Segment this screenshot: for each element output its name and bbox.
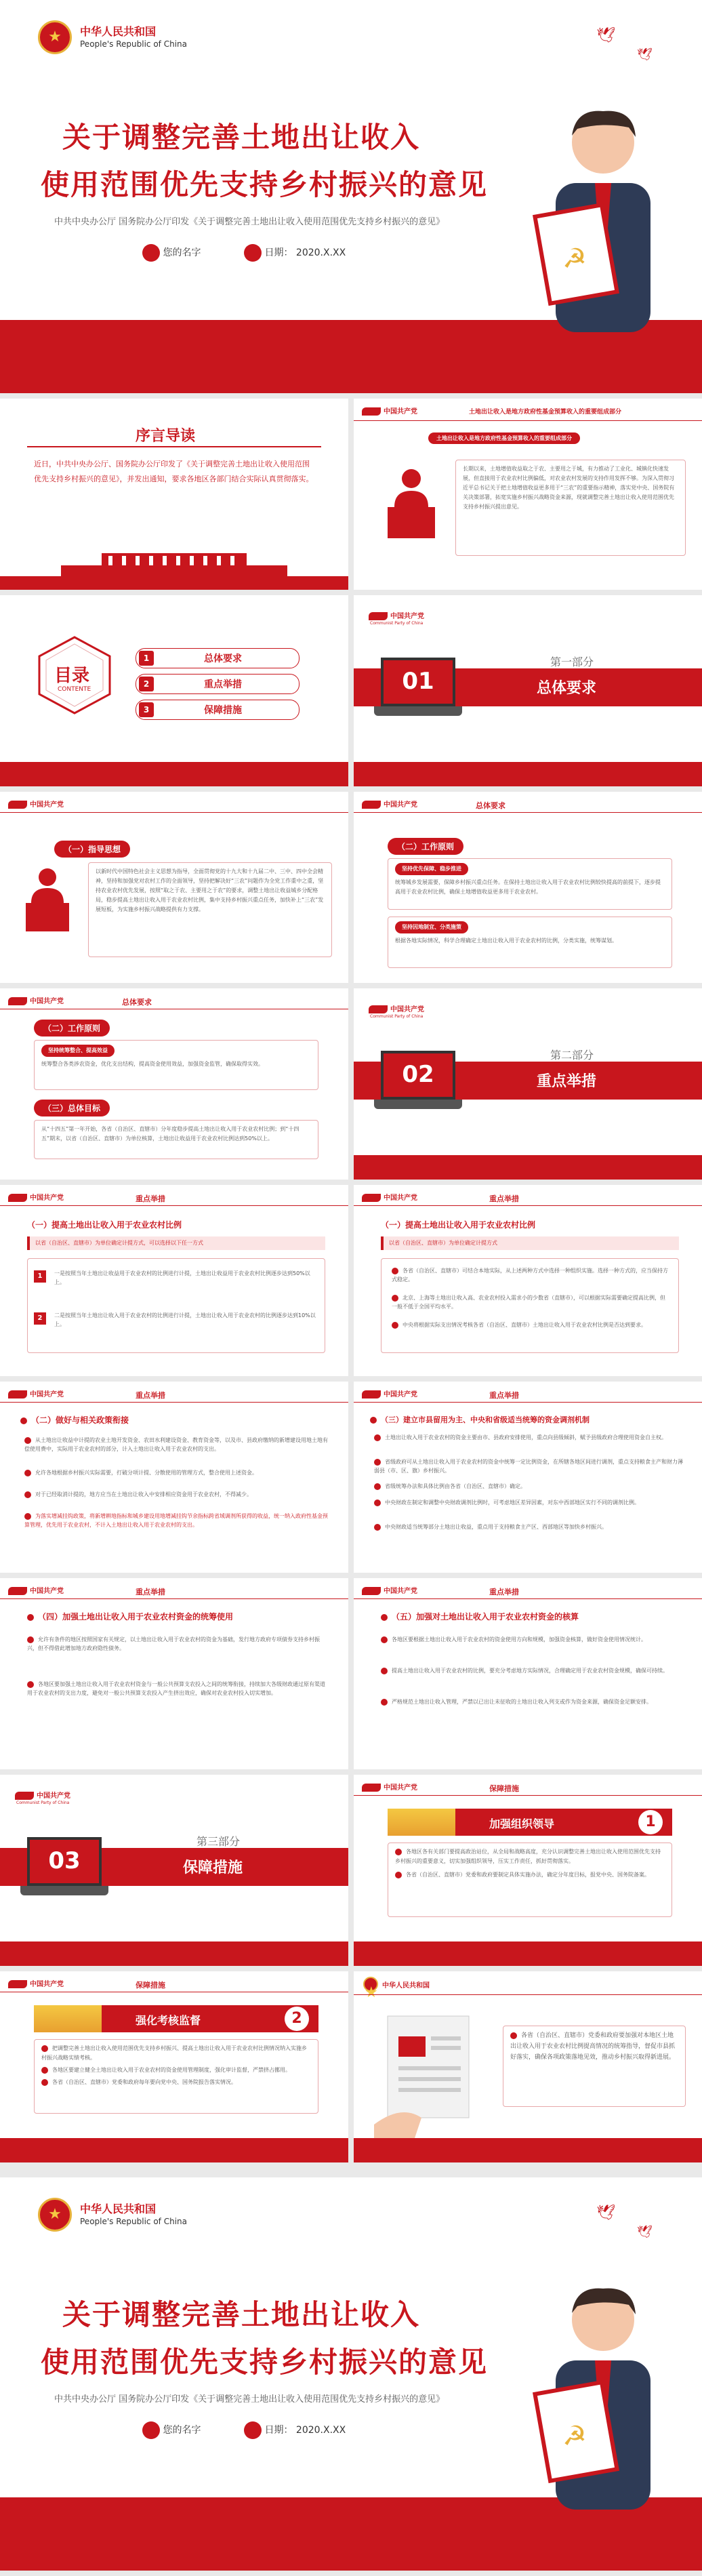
part-small: 第一部分 <box>550 656 594 668</box>
s2c-item: 允许各地根据乡村振兴实际需要，打破分项计提、分散使用的管理方式，整合使用上述资金。 <box>24 1468 329 1477</box>
party-logo-en: Communist Party of China <box>370 1014 424 1019</box>
calendar-icon <box>244 244 262 262</box>
name-tag <box>142 244 201 262</box>
bullet-icon <box>374 1524 381 1531</box>
preface-text: 近日，中共中央办公厅、国务院办公厅印发了《关于调整完善土地出让收入使用范围优先支持乡村振兴的意见》，并发出通知，要求各地区各部门结合实际认真贯彻落实。 <box>34 460 314 483</box>
s1a-slide <box>0 792 348 983</box>
s1b-text2: 根据各地实际情况，科学合理确定土地出让收入用于农业农村的比例，分类实施，统筹谋划。 <box>395 938 617 944</box>
toc-item-2[interactable]: 2 重点举措 <box>136 674 300 694</box>
s2c-item: 从土地出让收益中计提的农业土地开发资金、农田水利建设资金、教育资金等，以及市、县政府缴纳的新增建设用地土地有偿使用费中，实际用于农业农村的部分，计入土地出让收入用于农业农村的支出。 <box>24 1437 328 1452</box>
divider <box>354 1795 702 1796</box>
footer-band <box>354 2138 702 2162</box>
party-logo: 中国共产党 <box>362 405 417 416</box>
party-emblem-icon <box>27 1614 34 1621</box>
speaker-podium-icon <box>381 466 442 541</box>
s3a-item: 各省（自治区、直辖市）党委和政府要制定具体实施办法，确定分年度目标，报党中央、国务院备案。 <box>395 1870 665 1880</box>
s2d-item: 中央财政适当统筹部分土地出让收益，重点用于支持粮食主产区、西部地区等加快乡村振兴。 <box>374 1523 683 1531</box>
party-logo: 中国共产党 <box>369 610 424 620</box>
party-logo-en: Communist Party of China <box>16 1800 70 1805</box>
s1b-sub2: 坚持因地制宜、分类施策 <box>395 921 468 933</box>
bullet-icon <box>24 1513 31 1520</box>
s2a-item2: 二是按照当年土地出让收入用于农业农村的比例进行计提，土地出让收入用于农业农村的比例逐步达到10%以上。 <box>54 1312 316 1327</box>
s1b-box-2 <box>388 917 672 968</box>
cover-slide <box>0 0 702 393</box>
s3b-item: 各地区要建立健全土地出让收入用于农业农村的资金使用管理制度，强化审计监督，严禁挤占挪用。 <box>41 2066 311 2075</box>
date-label: 日期： <box>264 2425 293 2436</box>
cover-title-line2: 使用范围优先支持乡村振兴的意见 <box>41 168 489 201</box>
document-hand-illustration <box>374 2009 489 2138</box>
date-value: 2020.X.XX <box>295 247 346 258</box>
slide-header: 重点举措 <box>136 1194 165 1203</box>
footer-band <box>0 1941 348 1966</box>
party-logo: 中国共产党 <box>362 799 417 809</box>
bullet-icon <box>510 2032 517 2039</box>
part-title: 重点举措 <box>537 1073 597 1090</box>
slide-header: 重点举措 <box>136 1391 165 1400</box>
s2c-item: 为落实增减挂钩政策，将新增耕地指标和城乡建设用地增减挂钩节余指标跨省域调剂所获得的收益，统一纳入政府性基金预算管理，优先用于农业农村，不计入土地出让收入用于农业农村的支出。 <box>24 1513 328 1528</box>
org-en: People's Republic of China <box>80 39 187 49</box>
s2f-item: 各地区要根据土地出让收入用于农业农村的资金使用方向和规模，加强资金核算，做好资金使用情况统计。 <box>381 1635 683 1644</box>
s2b-title: （一）提高土地出让收入用于农业农村比例 <box>381 1220 536 1230</box>
part-small: 第二部分 <box>550 1049 594 1062</box>
footer-band <box>354 1941 702 1966</box>
toc-title: 目录 <box>54 666 90 686</box>
bird-icon: 🕊 <box>637 47 653 62</box>
s2e-slide <box>0 1578 348 1769</box>
slide-header: 重点举措 <box>489 1391 519 1400</box>
part1-slide <box>354 595 702 786</box>
tiananmen-image <box>388 1809 455 1836</box>
s3a-number: 1 <box>638 1810 663 1834</box>
s2d-item: 中央财政在制定和调整中央财政调剂比例时，可考虑地区差异因素，对东中西部地区实行不同的调剂比例。 <box>374 1498 683 1507</box>
calendar-icon <box>244 2421 262 2439</box>
bullet-icon <box>24 1470 31 1476</box>
footer-band <box>354 762 702 786</box>
cover-subtitle: 中共中央办公厅 国务院办公厅印发《关于调整完善土地出让收入使用范围优先支持乡村振兴的意见》 <box>54 217 445 227</box>
speaker-podium-icon <box>20 866 75 934</box>
national-emblem-icon <box>38 2198 72 2232</box>
toc-title-en: CONTENTE <box>58 686 91 693</box>
user-icon <box>142 244 160 262</box>
s1b-sub1: 坚持优先保障、稳步推进 <box>395 863 468 875</box>
bullet-icon <box>374 1434 381 1441</box>
intro-pill: 土地出让收入是地方政府性基金预算收入的重要组成部分 <box>428 432 580 444</box>
s1b-text1: 统筹城乡发展需要，保障乡村振兴重点任务。在保持土地出让收入用于农业农村比例较快提高的前提下，逐步提高用于农业农村比例，确保土地增值收益更多用于农业农村。 <box>395 879 661 895</box>
s2c-item: 对于已经取消计提的，地方应当在土地出让收入中安排相应资金用于农业农村，不得减少。 <box>24 1490 329 1499</box>
divider <box>354 1402 702 1403</box>
toc-item-1[interactable]: 1 总体要求 <box>136 648 300 668</box>
s1a-pill: （一）指导思想 <box>54 841 130 858</box>
preface-title: 序言导读 <box>136 428 196 445</box>
part-title: 总体要求 <box>537 680 597 697</box>
bullet-icon <box>392 1322 398 1329</box>
bullet-icon <box>41 2079 48 2086</box>
bullet-icon <box>392 1268 398 1274</box>
s2a-item1: 一是按照当年土地出让收益用于农业农村的比例进行计提，土地出让收益用于农业农村比例逐步达到50%以上。 <box>54 1270 310 1285</box>
bullet-icon <box>381 1699 388 1706</box>
party-logo: 中国共产党 <box>15 1790 70 1800</box>
user-icon <box>142 2421 160 2439</box>
bullet-icon <box>41 2045 48 2052</box>
intro-text-box: 长期以来，土地增值收益取之于农、主要用之于城，有力推动了工业化、城镇化快速发展，但直接用于农业农村比例偏低，对农业农村发展的支持作用发挥不够。为深入贯彻习近平总书记关于把土地增值收益更多用于“三农”的重要指示精神，落实党中央、国务院有关决策部署，拓宽实施乡村振兴战略资金来源，现就调整完善土地出让收入使用范围优先支持乡村振兴提出意见。 <box>455 460 686 556</box>
svg-text:☭: ☭ <box>562 2421 587 2452</box>
bullet-icon <box>381 1636 388 1643</box>
s1b-slide <box>354 792 702 983</box>
divider <box>354 420 702 421</box>
national-emblem-icon <box>38 20 72 54</box>
toc-slide <box>0 595 348 786</box>
national-emblem-icon <box>363 1977 378 1992</box>
divider <box>0 1205 348 1206</box>
date-value: 2020.X.XX <box>295 2425 346 2436</box>
s2b-slide <box>354 1185 702 1376</box>
bullet-icon <box>395 1872 402 1878</box>
slide-header: 总体要求 <box>476 801 505 810</box>
bird-icon: 🕊 <box>637 2225 653 2239</box>
s3c-text-box: 各省（自治区、直辖市）党委和政府要加强对本地区土地出让收入用于农业农村比例提高情况的统筹指导，督促市县抓好落实，确保各项政策落地见效，推动乡村振兴取得新进展。 <box>503 2026 686 2107</box>
s3b-title: 强化考核监督 <box>136 2014 201 2027</box>
divider <box>0 812 348 813</box>
s2d-item: 土地出让收入用于农业农村的资金主要由市、县政府安排使用，重点向县级倾斜，赋予县级政府合理使用资金自主权。 <box>374 1433 683 1442</box>
s2b-item: 各省（自治区、直辖市）可结合本地实际，从上述两种方式中选择一种组织实施。选择一种方式的，应当保持方式稳定。 <box>392 1268 668 1283</box>
item-number: 1 <box>34 1270 46 1283</box>
s3b-slide <box>0 1971 348 2162</box>
s2e-item: 允许有条件的地区按照国家有关规定，以土地出让收入用于农业农村的资金为基础，发行地方政府专项债券支持乡村振兴，但不得借此增加地方政府隐性债务。 <box>27 1636 320 1651</box>
s2b-item: 北京、上海等土地出让收入高、农业农村投入需求小的少数省（直辖市），可以根据实际需要确定提高比例，但一般不低于全国平均水平。 <box>392 1295 665 1310</box>
footer-band <box>354 1155 702 1180</box>
s2b-pill: 以省（自治区、直辖市）为单位确定计提方式 <box>381 1236 679 1250</box>
s1c-sub1: 坚持统筹整合、提高效益 <box>41 1045 115 1057</box>
bullet-icon <box>374 1483 381 1490</box>
s2e-title: （四）加强土地出让收入用于农业农村资金的统筹使用 <box>27 1611 233 1622</box>
s1c-box-1 <box>34 1040 318 1090</box>
great-hall-illustration <box>61 549 287 576</box>
bullet-icon <box>41 2067 48 2074</box>
s1b-box-1 <box>388 858 672 910</box>
bullet-icon <box>27 1681 34 1688</box>
s1c-text1: 统筹整合各类涉农资金，优化支出结构，提高资金使用效益，加强资金监管，确保取得实效。 <box>41 1061 264 1067</box>
divider <box>354 1205 702 1206</box>
divider <box>354 1994 702 1995</box>
org-en: People's Republic of China <box>80 2217 187 2226</box>
s3b-number: 2 <box>285 2007 309 2031</box>
part3-slide <box>0 1775 348 1966</box>
date-tag <box>244 244 346 262</box>
svg-text:☭: ☭ <box>562 243 587 275</box>
s1b-pill: （二）工作原则 <box>388 838 463 855</box>
cover-title-line2: 使用范围优先支持乡村振兴的意见 <box>41 2346 489 2379</box>
cover-subtitle: 中共中央办公厅 国务院办公厅印发《关于调整完善土地出让收入使用范围优先支持乡村振兴的意见》 <box>54 2394 445 2404</box>
s2d-title: （三）建立市县留用为主、中央和省级适当统筹的资金调剂机制 <box>370 1414 590 1425</box>
s2b-item: 中央将根据实际支出情况考核各省（自治区、直辖市）土地出让收入用于农业农村比例是否达到要求。 <box>392 1321 669 1329</box>
footer-band <box>0 576 348 590</box>
s3b-box <box>34 2039 318 2114</box>
s3c-slide <box>354 1971 702 2162</box>
slide-header: 土地出让收入是地方政府性基金预算收入的重要组成部分 <box>469 409 622 416</box>
s2d-slide <box>354 1382 702 1573</box>
party-logo: 中国共产党 <box>8 1388 64 1398</box>
s1c-pill2: （三）总体目标 <box>34 1100 110 1116</box>
part2-slide <box>354 988 702 1180</box>
s3a-box <box>388 1843 672 1917</box>
bullet-icon <box>381 1668 388 1674</box>
party-logo: 中国共产党 <box>8 1978 64 1988</box>
cover-title-line1: 关于调整完善土地出让收入 <box>62 2298 421 2331</box>
party-logo-en: Communist Party of China <box>370 621 424 626</box>
s2d-item: 省级政府可从土地出让收入用于农业农村的资金中统筹一定比例资金，在所辖各地区间进行调剂，重点支持粮食主产和财力薄弱县（市、区、旗）乡村振兴。 <box>374 1459 683 1474</box>
s2a-pill: 以省（自治区、直辖市）为单位确定计提方式，可以选择以下任一方式 <box>27 1236 325 1250</box>
name-tag <box>142 2421 201 2439</box>
bird-icon: 🕊 <box>596 2205 615 2221</box>
divider <box>0 1598 348 1599</box>
closing-slide <box>0 2177 702 2571</box>
bullet-icon <box>27 1636 34 1643</box>
bullet-icon <box>374 1500 381 1506</box>
part-small: 第三部分 <box>197 1835 241 1848</box>
speaker-illustration <box>515 2279 691 2571</box>
s1c-pill1: （二）工作原则 <box>34 1020 110 1037</box>
intro-slide <box>354 399 702 590</box>
divider <box>0 1402 348 1403</box>
tiananmen-image <box>34 2005 102 2032</box>
slide-header: 总体要求 <box>122 998 152 1007</box>
part-title: 保障措施 <box>183 1859 243 1876</box>
s2f-item: 严格规范土地出让收入管理，严禁以已出让未征收的土地出让收入列支或作为资金来源，确保资金足额安排。 <box>381 1697 683 1706</box>
footer-band <box>0 2138 348 2162</box>
bullet-icon <box>374 1459 381 1466</box>
slide-header: 重点举措 <box>489 1194 519 1203</box>
s1c-text2: 从“十四五”第一年开始，各省（自治区、直辖市）分年度稳步提高土地出让收入用于农业农村比例；到“十四五”期末，以省（自治区、直辖市）为单位核算，土地出让收益用于农业农村比例达到50%以上。 <box>34 1120 318 1159</box>
name-label: 您的名字 <box>163 2425 201 2436</box>
laptop-icon: 02 <box>374 1051 462 1112</box>
party-logo: 中国共产党 <box>8 995 64 1005</box>
divider <box>354 812 702 813</box>
laptop-icon: 03 <box>20 1837 108 1898</box>
bullet-icon <box>392 1295 398 1302</box>
date-tag <box>244 2421 346 2439</box>
name-label: 您的名字 <box>163 247 201 258</box>
party-emblem-icon <box>381 1614 388 1621</box>
s2a-title: （一）提高土地出让收入用于农业农村比例 <box>27 1220 182 1230</box>
preface-slide <box>0 399 348 590</box>
s2a-slide <box>0 1185 348 1376</box>
footer-band <box>0 762 348 786</box>
s2c-slide <box>0 1382 348 1573</box>
s2e-item: 各地区要加强土地出让收入用于农业农村资金与一般公共预算支农投入之间的统筹衔接，持续加大各级财政通过原有渠道用于农业农村的支出力度，避免对一般公共预算支农投入产生挤出效应，确保对农业农村投入切实增加。 <box>27 1681 325 1696</box>
s3b-item: 各省（自治区、直辖市）党委和政府每年要向党中央、国务院报告落实情况。 <box>41 2078 311 2087</box>
date-label: 日期： <box>264 247 293 258</box>
party-logo: 中国共产党 <box>362 1388 417 1398</box>
s3a-item: 各地区各有关部门要提高政治站位，从全局和战略高度，充分认识调整完善土地出让收入使用范围优先支持乡村振兴的重要意义，切实加强组织领导，压实工作责任，抓好贯彻落实。 <box>395 1849 661 1864</box>
s1a-text-box: 以新时代中国特色社会主义思想为指导，全面贯彻党的十九大和十九届二中、三中、四中全会精神，坚持和加强党对农村工作的全面领导，坚持把解决好“三农”问题作为全党工作重中之重，坚持农业农村优先发展，按照“取之于农、主要用之于农”的要求，调整土地出让收益城乡分配格局，稳步提高土地出让收入用于农业农村比例，集中支持乡村振兴重点任务，加快补上“三农”发展短板，为实施乡村振兴战略提供有力支撑。 <box>88 862 332 957</box>
s2c-title: （二）做好与相关政策衔接 <box>20 1414 129 1426</box>
party-logo: 中国共产党 <box>362 1782 417 1792</box>
s3a-title: 加强组织领导 <box>489 1817 555 1830</box>
slide-header: 中华人民共和国 <box>382 1982 430 1990</box>
cover-title-line1: 关于调整完善土地出让收入 <box>62 121 421 154</box>
toc-item-3[interactable]: 3 保障措施 <box>136 700 300 720</box>
bullet-icon <box>24 1437 31 1444</box>
divider <box>354 1598 702 1599</box>
slide-header: 保障措施 <box>136 1981 165 1990</box>
slide-header: 重点举措 <box>489 1588 519 1596</box>
bird-icon: 🕊 <box>596 27 615 44</box>
slide-header: 重点举措 <box>136 1588 165 1596</box>
party-logo: 中国共产党 <box>369 1003 424 1013</box>
party-emblem-icon <box>20 1417 27 1424</box>
divider <box>27 446 321 447</box>
laptop-icon: 01 <box>374 658 462 719</box>
party-logo: 中国共产党 <box>362 1585 417 1595</box>
s2d-item: 省级统筹办法和具体比例由各省（自治区、直辖市）确定。 <box>374 1482 683 1491</box>
s2f-item: 提高土地出让收入用于农业农村的比例，要充分考虑地方实际情况，合理确定用于农业农村资金规模，确保可持续。 <box>381 1666 683 1675</box>
party-logo: 中国共产党 <box>8 1585 64 1595</box>
party-logo: 中国共产党 <box>8 799 64 809</box>
item-number: 2 <box>34 1312 46 1325</box>
speaker-illustration <box>515 102 691 393</box>
party-logo: 中国共产党 <box>362 1192 417 1202</box>
slide-header: 保障措施 <box>489 1784 519 1793</box>
party-emblem-icon <box>370 1417 377 1424</box>
s3b-item: 把调整完善土地出让收入使用范围优先支持乡村振兴、提高土地出让收入用于农业农村比例情况纳入实施乡村振兴战略实绩考核。 <box>41 2045 307 2061</box>
org-cn: 中华人民共和国 <box>80 2202 157 2215</box>
org-cn: 中华人民共和国 <box>80 25 157 38</box>
s3a-slide <box>354 1775 702 1966</box>
bullet-icon <box>24 1491 31 1498</box>
bullet-icon <box>395 1849 402 1855</box>
s2f-title: （五）加强对土地出让收入用于农业农村资金的核算 <box>381 1611 579 1622</box>
s1c-slide <box>0 988 348 1180</box>
party-logo: 中国共产党 <box>8 1192 64 1202</box>
s2f-slide <box>354 1578 702 1769</box>
